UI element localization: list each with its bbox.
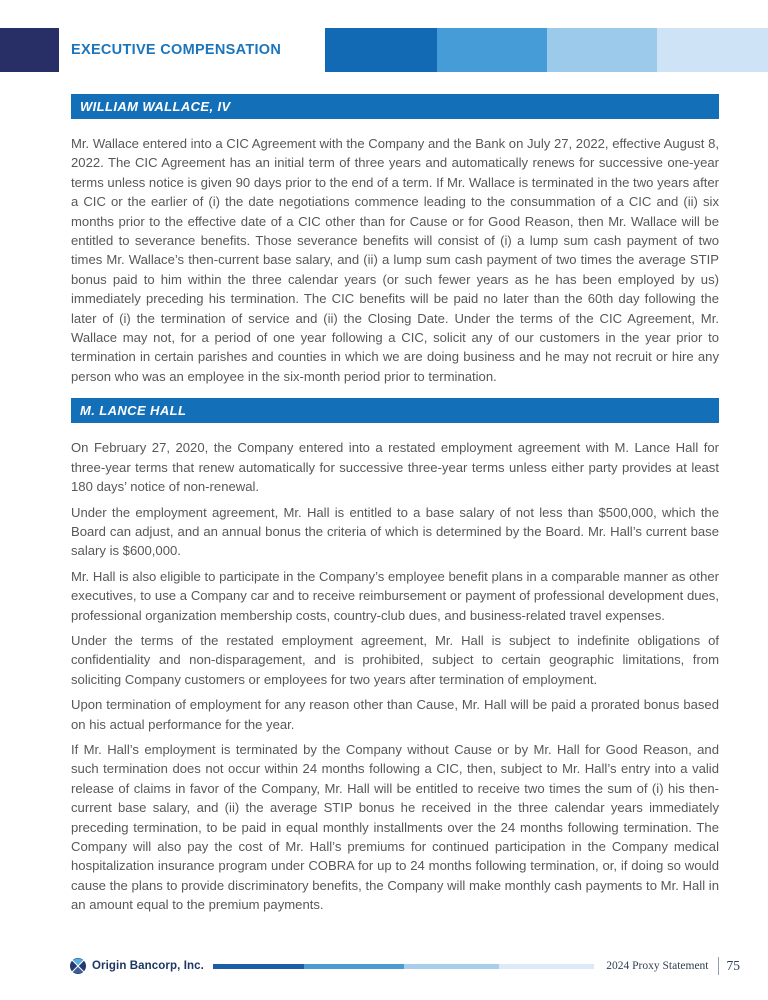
band-segment-4 bbox=[657, 28, 768, 72]
section-title: M. LANCE HALL bbox=[80, 403, 187, 419]
band-segment-1 bbox=[325, 28, 437, 72]
header-gradient-band bbox=[325, 28, 768, 72]
band-segment-2 bbox=[437, 28, 547, 72]
footer-page-number: 75 bbox=[726, 958, 740, 973]
footer-gradient-rule bbox=[213, 964, 594, 969]
page-footer bbox=[70, 955, 740, 977]
page-title bbox=[71, 28, 281, 72]
section-header-william-wallace bbox=[71, 94, 719, 119]
header-navy-block bbox=[0, 28, 59, 72]
paragraph: Mr. Wallace entered into a CIC Agreement with the Company and the Bank on July 27, 2022, effective August 8, 2022. The CIC Agreement has an initial term of three years and automatically renews for successive one-year terms unless notice is given 90 days prior to the end of a term. If Mr. Wallace is terminated in the two years after a CIC or the earlier of (i) the date negotiations commence leading to the consummation of a CIC and (ii) six months prior to the effective date of a CIC other than for Cause or for Good Reason, then Mr. Wallace will be entitled to severance benefits. Those severance benefits will consist of (i) a lump sum cash payment of two times Mr. Wallace’s then-current base salary, and (ii) a lump sum cash payment of two times the average STIP bonus paid to him within the three calendar years (or such fewer years as he has been employed by us) immediately preceding his termination. The CIC benefits will be paid no later than the 60th day following the later of (i) the termination of service and (ii) the Closing Date. Under the terms of the CIC Agreement, Mr. Wallace may not, for a period of one year following a CIC, solicit any of our customers in the year prior to termination in certain parishes and counties in which we are doing business and he may not recruit or hire any person who was an employee in the six-month period prior to termination. bbox=[71, 136, 719, 384]
page-title-label: EXECUTIVE COMPENSATION bbox=[71, 42, 282, 58]
paragraph: Under the terms of the restated employment agreement, Mr. Hall is subject to indefinite obligations of confidentiality and non-disparagement, and is prohibited, subject to certain geographic limitations, from soliciting Company customers or employees for two years after termination of employment. bbox=[71, 632, 719, 687]
paragraph: Under the employment agreement, Mr. Hall is entitled to a base salary of not less than $500,000, which the Board can adjust, and an annual bonus the criteria of which is determined by the Board. Mr. Hall’s current base salary is $600,000. bbox=[71, 504, 719, 559]
band-segment-3 bbox=[547, 28, 657, 72]
content-area bbox=[71, 94, 719, 921]
rule-segment-3 bbox=[404, 964, 499, 969]
rule-segment-1 bbox=[213, 964, 305, 969]
rule-segment-4 bbox=[499, 964, 594, 969]
footer-doc-label: 2024 Proxy Statement bbox=[606, 960, 709, 972]
section-title: WILLIAM WALLACE, IV bbox=[80, 99, 231, 114]
paragraph: If Mr. Hall’s employment is terminated by the Company without Cause or by Mr. Hall for Good Reason, and such termination does not occur within 24 months following a CIC, then, subject to Mr. Hall’s entry into a valid release of claims in favor of the Company, Mr. Hall will be entitled to receive two times the sum of (i) his then-current base salary, and (ii) the average STIP bonus he received in the three calendar years immediately preceding termination, to be paid in equal monthly installments over the 24 months following termination. The Company will also pay the cost of Mr. Hall’s premiums for continued participation in the Company medical hospitalization insurance program under COBRA for up to 24 months following termination, or, if doing so would cause the plans to provide discriminatory benefits, the Company will make monthly cash payments to Mr. Hall in an amount equal to the premium payments. bbox=[71, 741, 719, 913]
footer-page-divider bbox=[718, 957, 719, 975]
rule-segment-2 bbox=[304, 964, 403, 969]
origin-bancorp-logo-icon bbox=[70, 958, 86, 974]
paragraph: On February 27, 2020, the Company entered into a restated employment agreement with M. Lance Hall for three-year terms that renew automatically for successive three-year terms unless either party provides at least 180 days’ notice of non-renewal. bbox=[71, 440, 719, 495]
paragraph: Upon termination of employment for any reason other than Cause, Mr. Hall will be paid a prorated bonus based on his actual performance for the year. bbox=[71, 697, 719, 732]
footer-company-name: Origin Bancorp, Inc. bbox=[92, 960, 204, 972]
paragraph: Mr. Hall is also eligible to participate in the Company’s employee benefit plans in a comparable manner as other executives, to use a Company car and to receive reimbursement or payment of professional development dues, professional organization membership costs, country-club dues, and business-related travel expenses. bbox=[71, 568, 719, 623]
section-header-lance-hall bbox=[71, 398, 719, 423]
